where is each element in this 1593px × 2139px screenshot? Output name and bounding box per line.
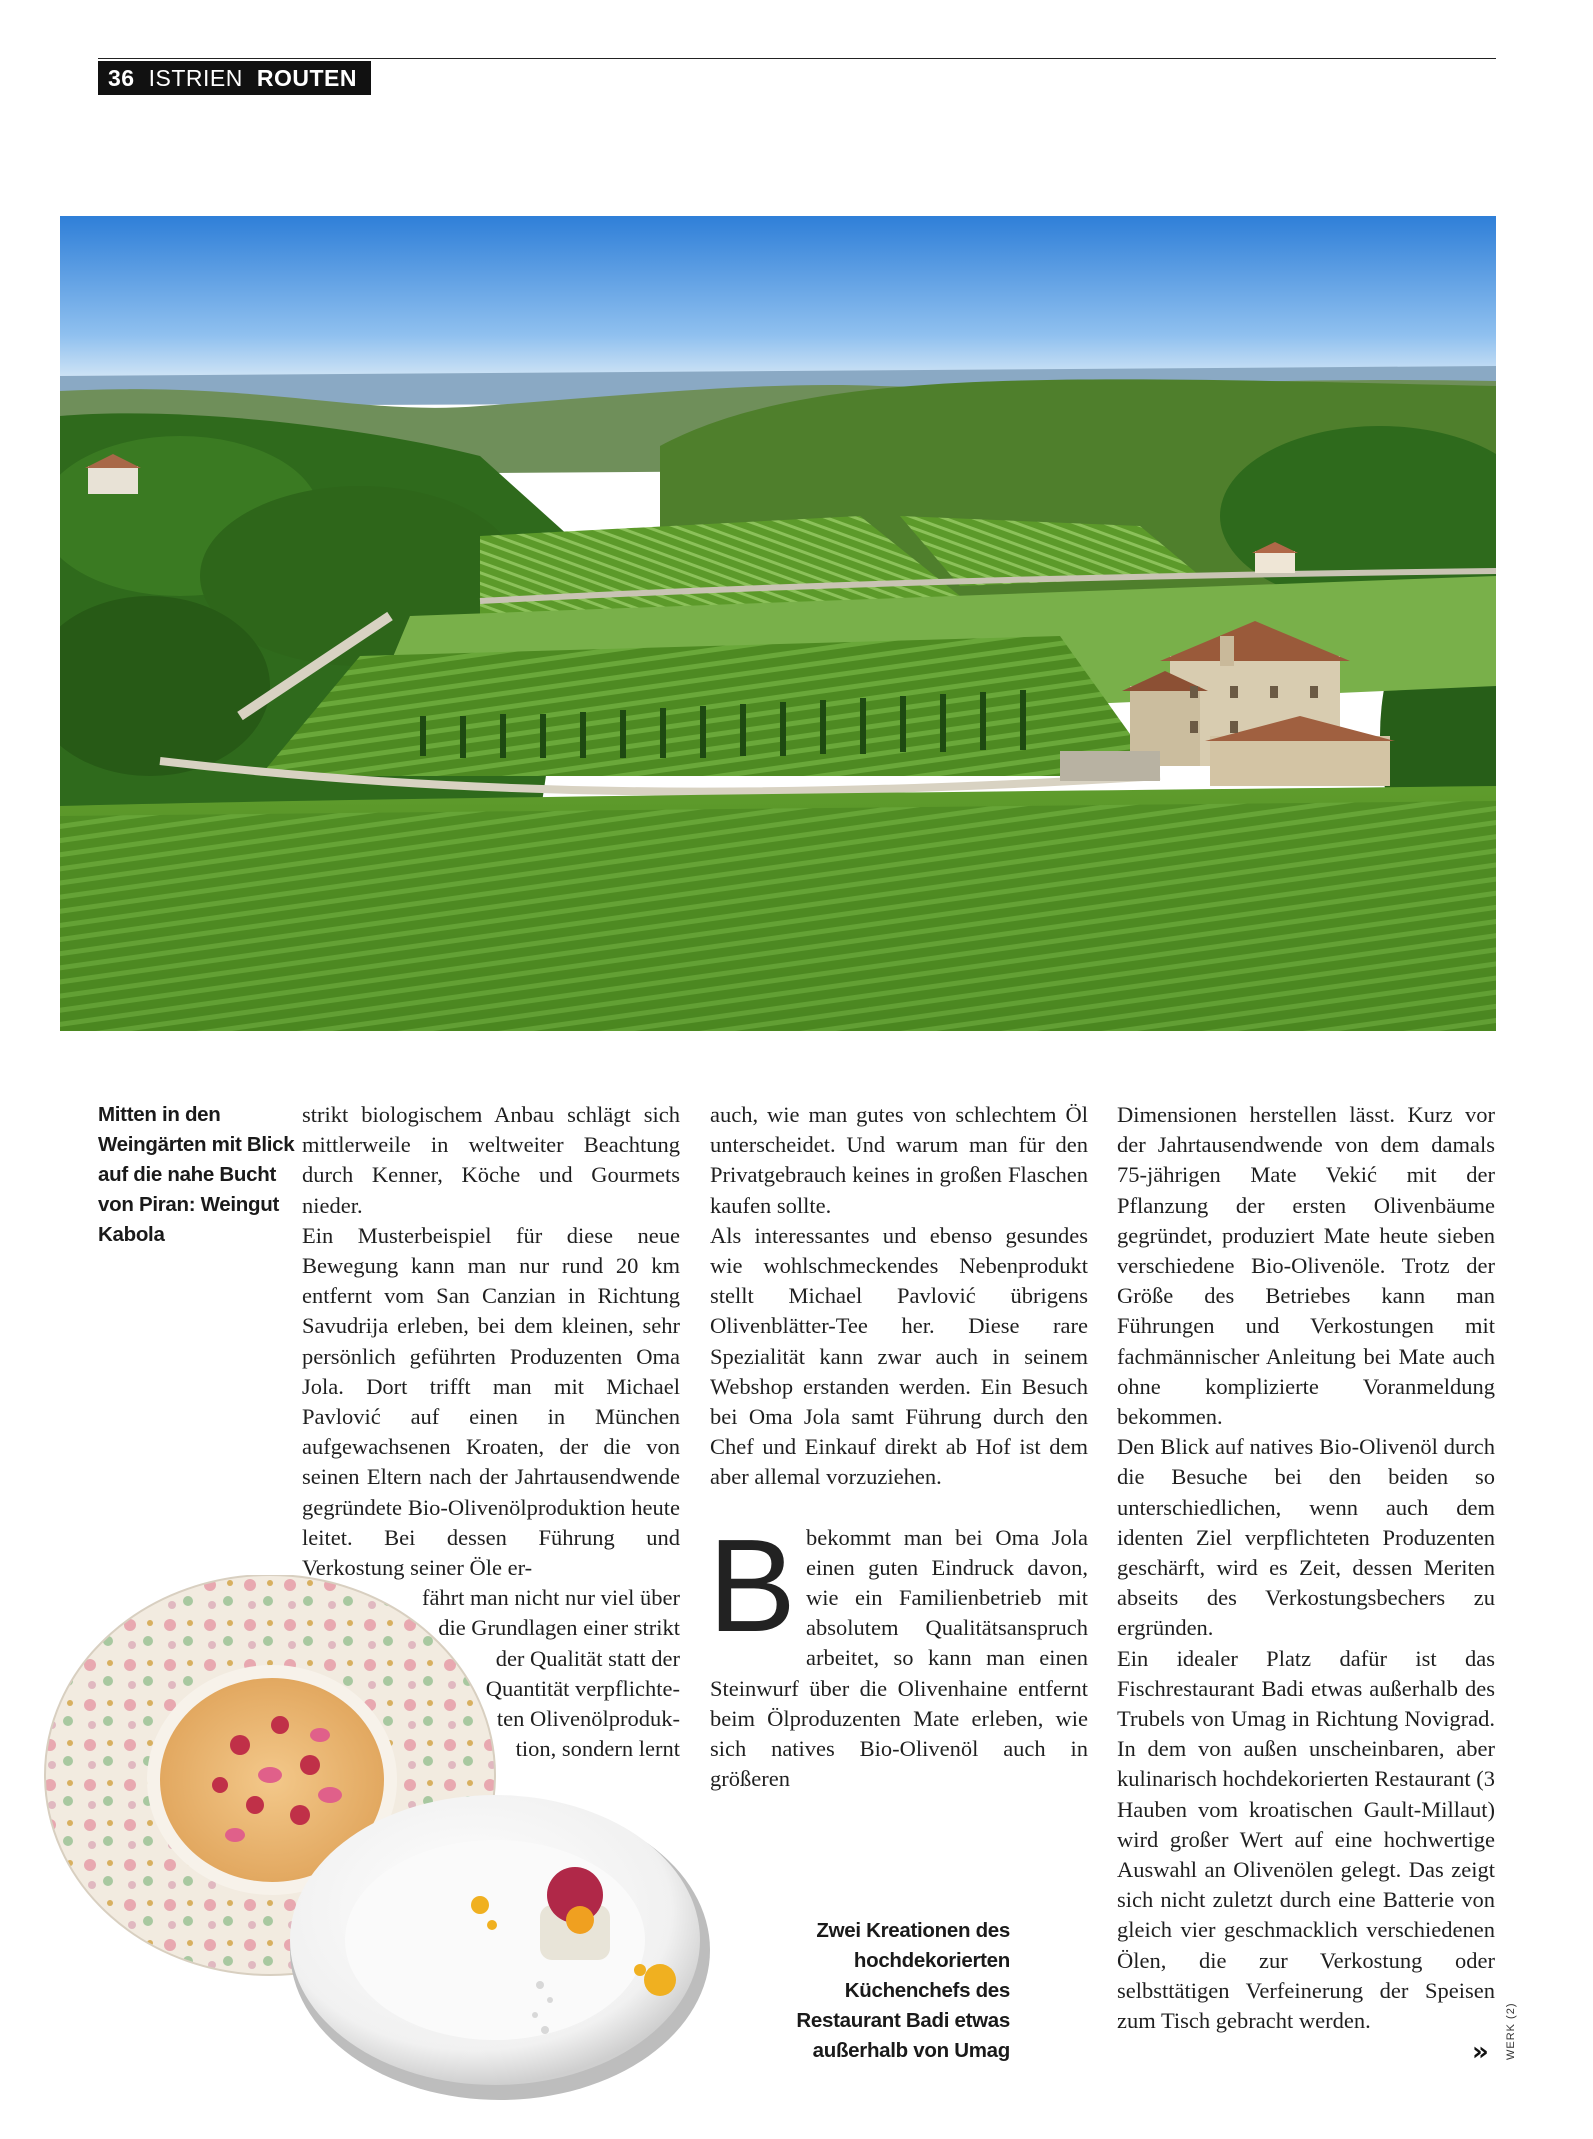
header-section: ROUTEN xyxy=(256,64,357,91)
photo-caption: Mitten in den Weingärten mit Blick auf die nahe Bucht von Piran: Weingut Kabola xyxy=(98,1103,295,1246)
photo-credit: WERK (2) xyxy=(1505,2002,1517,2060)
continue-arrow-icon: » xyxy=(1472,2037,1489,2067)
paragraph: Ein idealer Platz dafür ist das Fischrestaurant Badi etwas außerhalb des Trubels von Umag in Richtung Novigrad. In dem von außen unscheinbaren, aber kulinarisch hochdekorierten Restaurant (3 Hauben vom kroatischen Gault-Millaut) wird großer Wert auf eine hochwertige Auswahl an Olivenölen gelegt. Das zeigt sich nicht zuletzt durch eine Batterie von gleich vier geschmacklich verschiedenen Ölen, die zur Verkostung oder selbsttätigen Verfeinerung der Speisen zum Tisch gebracht werden. xyxy=(1117,1645,1495,2034)
paragraph: Ein Musterbeispiel für diese neue Bewegung kann man nur rund 20 km entfernt vom San Canzian in Richtung Savudrija erleben, bei dem kleinen, sehr persönlich geführten Produzenten Oma Jola. Dort trifft man mit Michael Pavlović auf einen in München aufgewachsenen Kroaten, der die von seinen Eltern nach der Jahrtausendwende gegründete Bio-Olivenölproduktion heute leitet. Bei dessen Führung und Verkostung seiner Öle er- xyxy=(302,1222,680,1581)
food-plates-photo xyxy=(40,1575,780,2105)
paragraph: Dimensionen herstellen lässt. Kurz vor der Jahrtausendwende von dem damals 75-jährigen Mate Vekić mit der Pflanzung der ersten Olivenbäume gegründet, produziert Mate heute sieben verschiedene Bio-Olivenöle. Trotz der Größe des Betriebes kann man Führungen und Verkostungen mit fachmännischer Anleitung bei Mate auch ohne komplizierte Voranmeldung bekommen. xyxy=(1117,1102,1495,1430)
paragraph: auch, wie man gutes von schlechtem Öl unterscheidet. Und warum man für den Privatgebrauch keines in großen Flaschen kaufen sollte. xyxy=(710,1102,1088,1218)
paragraph: Als interessantes und ebenso gesundes wie wohlschmeckendes Nebenprodukt stellt Michael Pavlović übrigens Olivenblätter-Tee her. Diese rare Spezialität kann zwar auch in seinem Webshop erstanden werden. Ein Besuch bei Oma Jola samt Führung durch den Chef und Einkauf direkt ab Hof ist dem aber allemal vorzuziehen. xyxy=(710,1222,1088,1490)
wrap-line: die Grundlagen einer strikt xyxy=(438,1615,680,1641)
wrap-line: ten Olivenölproduk- xyxy=(496,1706,680,1732)
header-region: ISTRIEN xyxy=(148,64,243,91)
drop-cap: B xyxy=(708,1511,797,1659)
paragraph: strikt biologischem Anbau schlägt sich mittlerweile in weltweiter Beachtung durch Kenner, Köche und Gourmets nieder. xyxy=(302,1102,680,1218)
wrap-line: tion, sondern lernt xyxy=(515,1736,680,1762)
wrap-line: Quantität verpflichte- xyxy=(485,1675,680,1701)
wrap-line: fährt man nicht nur viel über xyxy=(421,1585,680,1611)
paragraph: Den Blick auf natives Bio-Olivenöl durch die Besuche bei den beiden so unterschiedlichen, wenn auch dem identen Ziel verpflichteten Produzenten geschärft, wird es Zeit, dessen Meriten abseits des Verkostungsbechers zu ergründen. xyxy=(1117,1434,1495,1641)
vineyard-photo xyxy=(60,216,1496,1031)
header-rule xyxy=(98,58,1496,59)
page-number: 36 xyxy=(108,64,135,91)
paragraph-text: bekommt man bei Oma Jola einen guten Eindruck davon, wie ein Familienbetrieb mit absolutem Qualitätsanspruch arbeitet, so kann man einen Steinwurf über die Olivenhaine entfernt beim Ölproduzenten Mate erleben, wie sich natives Bio-Olivenöl auch in größeren xyxy=(710,1524,1088,1792)
wrap-line: der Qualität statt der xyxy=(495,1645,680,1671)
page-header xyxy=(98,61,371,95)
food-caption: Zwei Kreationen des hochdekorierten Küchenchefs des Restaurant Badi etwas außerhalb von Umag xyxy=(796,1919,1010,2062)
text-column-3 xyxy=(1117,1100,1495,2036)
